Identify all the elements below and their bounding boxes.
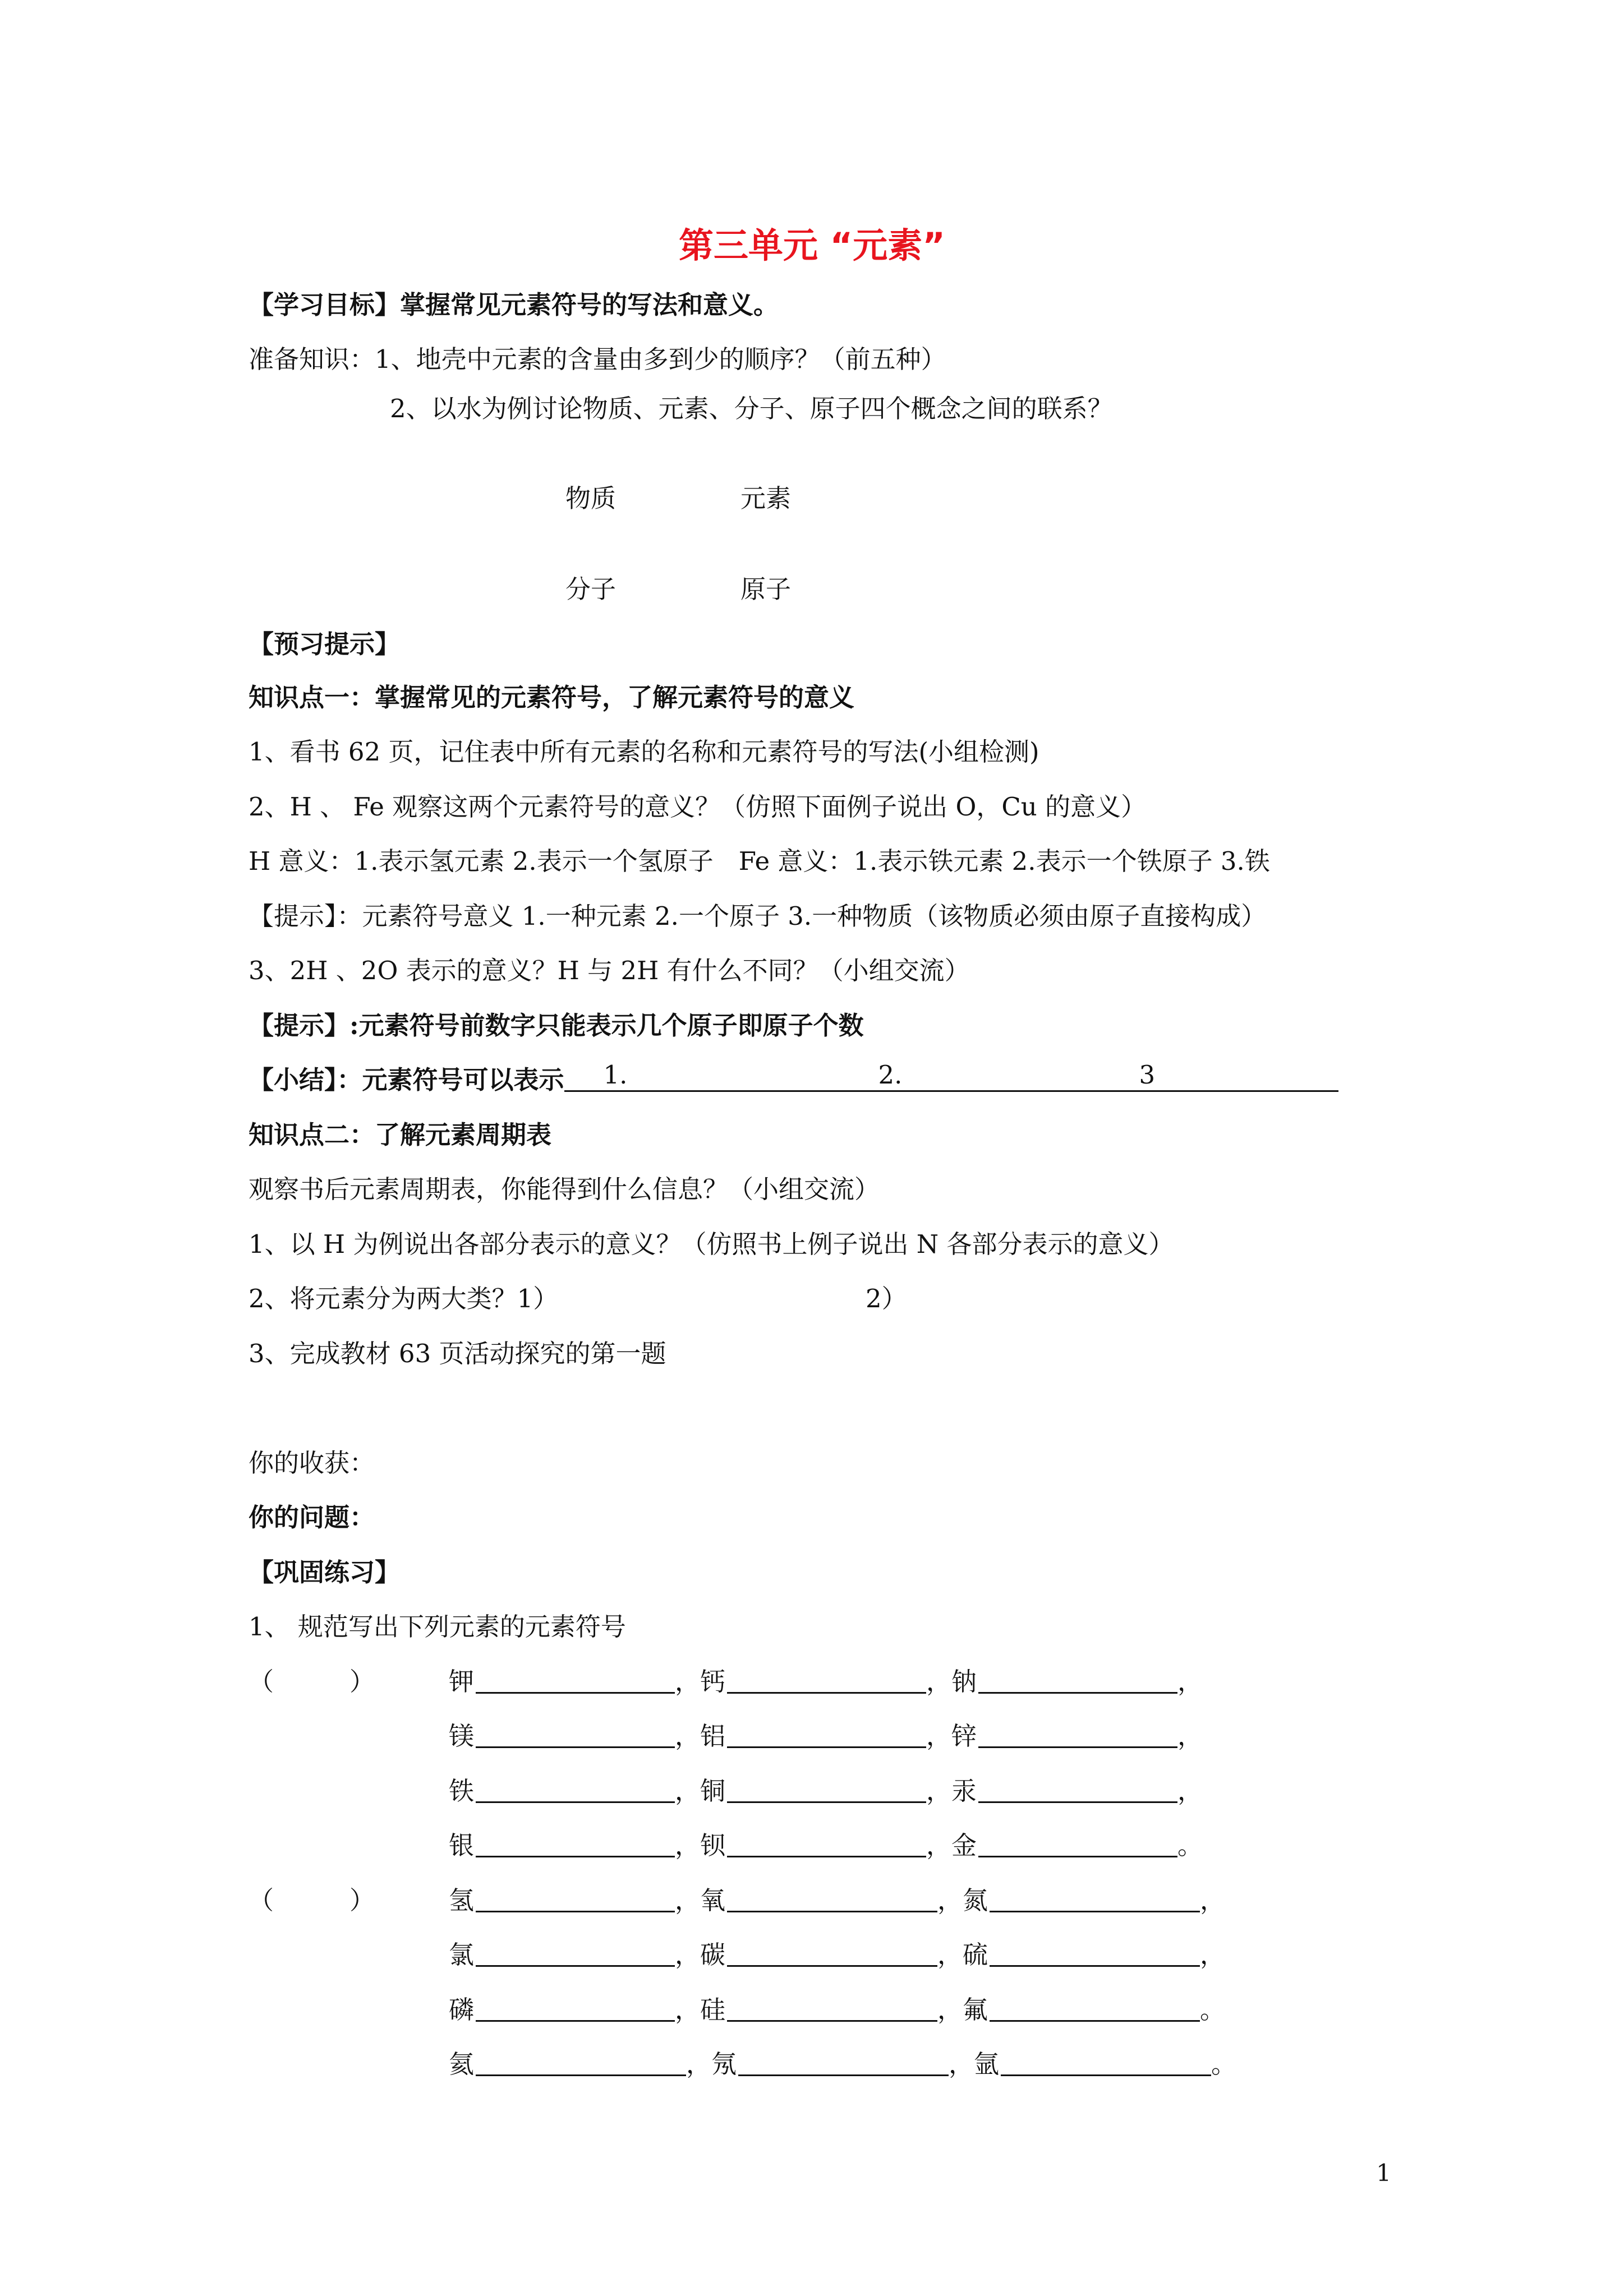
answer-blank[interactable]	[990, 1939, 1200, 1967]
comma: ，	[1177, 1721, 1203, 1751]
kp1-question-2: 2、H 、 Fe 观察这两个元素符号的意义？（仿照下面例子说出 O，Cu 的意义）	[249, 792, 1147, 822]
kp2-question-2	[249, 1283, 1402, 1315]
element-name: 锌	[951, 1721, 977, 1751]
element-name: 硫	[963, 1940, 988, 1970]
practice-heading: 【巩固练习】	[249, 1557, 401, 1587]
knowledge-point-2: 知识点二：了解元素周期表	[249, 1120, 552, 1150]
comma: ，	[1177, 1667, 1203, 1696]
page-number: 1	[1376, 2159, 1391, 2187]
element-name: 氖	[711, 2049, 737, 2079]
element-name: 氮	[963, 1885, 988, 1915]
concept-molecule: 分子	[565, 574, 617, 604]
kp1-example: H 意义：1.表示氢元素 2.表示一个氢原子 Fe 意义：1.表示铁元素 2.表示一个铁原子 3.铁	[249, 846, 1270, 876]
comma: ，	[926, 1831, 952, 1860]
answer-blank[interactable]	[990, 1994, 1200, 2022]
comma: ，	[686, 2049, 712, 2079]
kp2-question-1: 1、以 H 为例说出各部分表示的意义？（仿照书上例子说出 N 各部分表示的意义）	[249, 1229, 1174, 1259]
period: 。	[1211, 2049, 1237, 2079]
metals-row-3	[449, 1775, 1203, 1808]
element-name: 汞	[951, 1776, 977, 1806]
nonmetals-row-4	[449, 2048, 1236, 2081]
harvest-label: 你的收获：	[249, 1448, 375, 1478]
nonmetals-row-2	[449, 1939, 1225, 1971]
learning-goal	[249, 289, 1402, 321]
comma: ，	[1200, 1885, 1226, 1915]
concept-substance: 物质	[565, 483, 617, 513]
comma: ，	[1177, 1776, 1203, 1806]
concept-atom: 原子	[740, 574, 792, 604]
element-name: 银	[449, 1831, 475, 1860]
comma: ，	[1200, 1940, 1226, 1970]
element-name: 硅	[700, 1995, 726, 2025]
answer-blank[interactable]	[476, 1666, 675, 1694]
answer-blank[interactable]	[978, 1776, 1177, 1803]
summary-item-1: 1.	[603, 1060, 628, 1090]
comma: ，	[949, 2049, 974, 2079]
prep-question-2: 2、以水为例讨论物质、元素、分子、原子四个概念之间的联系？	[390, 394, 1113, 423]
goal-text: 掌握常见元素符号的写法和意义。	[400, 290, 779, 320]
answer-blank[interactable]	[727, 1830, 926, 1857]
answer-blank[interactable]	[727, 1939, 937, 1967]
answer-blank[interactable]	[476, 1885, 675, 1912]
answer-blank[interactable]	[978, 1721, 1177, 1748]
question-label: 你的问题：	[249, 1502, 375, 1532]
comma: ，	[675, 1667, 701, 1696]
element-name: 铜	[700, 1776, 726, 1806]
answer-blank[interactable]	[476, 1939, 675, 1967]
kp2-question-2b: 2）	[866, 1284, 907, 1313]
element-name: 碳	[700, 1940, 726, 1970]
metals-row-1	[449, 1666, 1203, 1698]
answer-blank[interactable]	[727, 1776, 926, 1803]
nonmetals-paren: （ ）	[249, 1885, 375, 1915]
page-title: 第三单元 “元素”	[678, 225, 946, 266]
kp1-question-1: 1、看书 62 页，记住表中所有元素的名称和元素符号的写法(小组检测)	[249, 737, 1039, 767]
comma: ，	[926, 1721, 952, 1751]
hint-2: 【提示】:元素符号前数字只能表示几个原子即原子个数	[249, 1011, 864, 1040]
comma: ，	[675, 1721, 701, 1751]
metals-row-4	[449, 1829, 1203, 1862]
metals-paren: （ ）	[249, 1667, 375, 1696]
comma: ，	[675, 1885, 701, 1915]
period: 。	[1177, 1831, 1203, 1860]
answer-blank[interactable]	[1001, 2049, 1211, 2076]
answer-blank[interactable]	[727, 1666, 926, 1694]
answer-blank[interactable]	[727, 1885, 937, 1912]
hint-1: 【提示】：元素符号意义 1.一种元素 2.一个原子 3.一种物质（该物质必须由原子直接构成）	[249, 901, 1267, 931]
element-name: 氢	[449, 1885, 475, 1915]
element-name: 氯	[449, 1940, 475, 1970]
comma: ，	[937, 1995, 963, 2025]
element-name: 钾	[449, 1667, 475, 1696]
element-name: 氦	[449, 2049, 475, 2079]
comma: ，	[937, 1885, 963, 1915]
summary-label: 【小结】：元素符号可以表示	[249, 1065, 564, 1095]
answer-blank[interactable]	[476, 1994, 675, 2022]
element-name: 氩	[974, 2049, 1000, 2079]
comma: ，	[926, 1667, 952, 1696]
preview-heading: 【预习提示】	[249, 629, 401, 659]
comma: ，	[675, 1940, 701, 1970]
summary-blank[interactable]	[564, 1060, 1338, 1092]
goal-label: 【学习目标】	[249, 290, 401, 320]
answer-blank[interactable]	[476, 1776, 675, 1803]
kp2-question-2a: 2、将元素分为两大类？1）	[249, 1284, 559, 1313]
knowledge-point-1: 知识点一：掌握常见的元素符号，了解元素符号的意义	[249, 683, 855, 712]
period: 。	[1200, 1995, 1226, 2025]
element-name: 金	[951, 1831, 977, 1860]
answer-blank[interactable]	[990, 1885, 1200, 1912]
summary	[249, 1060, 1402, 1096]
nonmetals-row-1	[449, 1884, 1225, 1917]
practice-question-1: 1、 规范写出下列元素的元素符号	[249, 1612, 626, 1642]
answer-blank[interactable]	[727, 1994, 937, 2022]
answer-blank[interactable]	[727, 1721, 926, 1748]
element-name: 铝	[700, 1721, 726, 1751]
element-name: 钠	[951, 1667, 977, 1696]
element-name: 镁	[449, 1721, 475, 1751]
comma: ，	[926, 1776, 952, 1806]
kp1-question-3: 3、2H 、2O 表示的意义？H 与 2H 有什么不同？（小组交流）	[249, 956, 970, 985]
answer-blank[interactable]	[978, 1666, 1177, 1694]
comma: ，	[675, 1776, 701, 1806]
kp2-intro: 观察书后元素周期表，你能得到什么信息？（小组交流）	[249, 1174, 880, 1204]
answer-blank[interactable]	[476, 2049, 686, 2076]
prep-question-1: 准备知识：1、地壳中元素的含量由多到少的顺序？（前五种）	[249, 344, 946, 374]
summary-item-2: 2.	[878, 1060, 903, 1090]
metals-row-2	[449, 1720, 1203, 1753]
nonmetals-row-3	[449, 1994, 1225, 2026]
concept-element: 元素	[740, 483, 792, 513]
element-name: 铁	[449, 1776, 475, 1806]
comma: ，	[675, 1831, 701, 1860]
element-name: 氧	[700, 1885, 726, 1915]
answer-blank[interactable]	[738, 2049, 949, 2076]
answer-blank[interactable]	[978, 1830, 1177, 1857]
summary-item-3: 3	[1139, 1060, 1156, 1090]
comma: ，	[937, 1940, 963, 1970]
answer-blank[interactable]	[476, 1830, 675, 1857]
comma: ，	[675, 1995, 701, 2025]
element-name: 磷	[449, 1995, 475, 2025]
kp2-question-3: 3、完成教材 63 页活动探究的第一题	[249, 1339, 666, 1368]
element-name: 钙	[700, 1667, 726, 1696]
element-name: 氟	[963, 1995, 988, 2025]
element-name: 钡	[700, 1831, 726, 1860]
answer-blank[interactable]	[476, 1721, 675, 1748]
